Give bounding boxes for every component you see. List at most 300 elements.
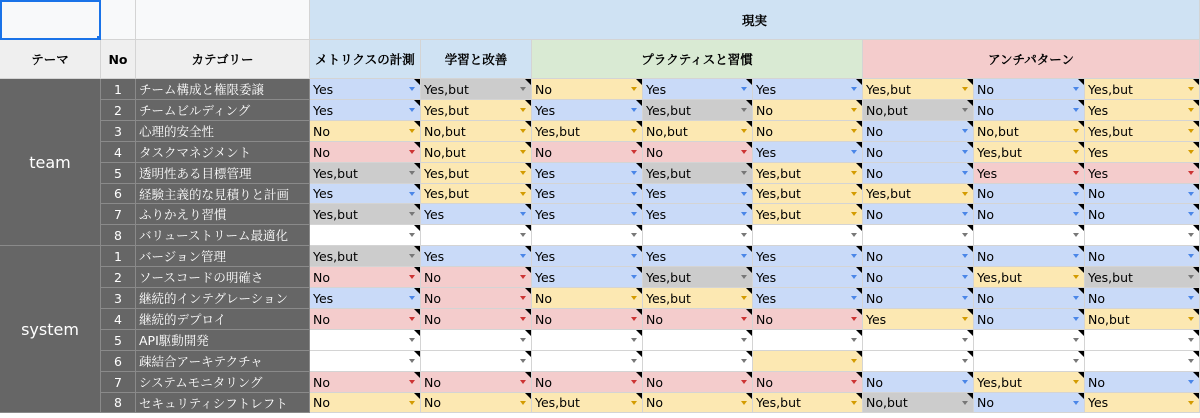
dropdown-arrow-icon[interactable] (741, 338, 747, 342)
dropdown-arrow-icon[interactable] (1188, 401, 1194, 405)
dropdown-arrow-icon[interactable] (520, 233, 526, 237)
dropdown-cell[interactable] (753, 288, 863, 309)
dropdown-arrow-icon[interactable] (741, 212, 747, 216)
blank-header-cell[interactable] (136, 0, 310, 40)
dropdown-cell[interactable] (643, 246, 753, 267)
dropdown-arrow-icon[interactable] (409, 254, 415, 258)
dropdown-cell[interactable] (310, 79, 421, 100)
dropdown-cell[interactable] (643, 163, 753, 184)
dropdown-cell[interactable] (421, 372, 532, 393)
dropdown-arrow-icon[interactable] (520, 87, 526, 91)
dropdown-cell[interactable] (421, 142, 532, 163)
dropdown-arrow-icon[interactable] (409, 296, 415, 300)
dropdown-arrow-icon[interactable] (1073, 275, 1079, 279)
dropdown-cell[interactable] (643, 372, 753, 393)
dropdown-cell[interactable] (532, 372, 643, 393)
dropdown-arrow-icon[interactable] (1188, 212, 1194, 216)
dropdown-arrow-icon[interactable] (409, 380, 415, 384)
row-number: 8 (101, 393, 136, 413)
dropdown-arrow-icon[interactable] (741, 87, 747, 91)
dropdown-arrow-icon[interactable] (409, 233, 415, 237)
dropdown-arrow-icon[interactable] (520, 338, 526, 342)
dropdown-cell[interactable] (310, 330, 421, 351)
dropdown-cell[interactable] (421, 246, 532, 267)
dropdown-arrow-icon[interactable] (631, 380, 637, 384)
dropdown-cell[interactable] (532, 225, 643, 246)
dropdown-arrow-icon[interactable] (520, 212, 526, 216)
dropdown-cell[interactable] (753, 100, 863, 121)
dropdown-arrow-icon[interactable] (851, 359, 857, 363)
dropdown-cell[interactable] (974, 309, 1085, 330)
dropdown-arrow-icon[interactable] (1073, 380, 1079, 384)
blank-header-cell[interactable] (101, 0, 136, 40)
dropdown-arrow-icon[interactable] (1073, 338, 1079, 342)
dropdown-arrow-icon[interactable] (741, 296, 747, 300)
dropdown-cell[interactable] (643, 142, 753, 163)
dropdown-arrow-icon[interactable] (851, 296, 857, 300)
dropdown-cell[interactable] (1085, 330, 1200, 351)
dropdown-arrow-icon[interactable] (409, 171, 415, 175)
dropdown-cell[interactable] (974, 393, 1085, 413)
dropdown-arrow-icon[interactable] (741, 192, 747, 196)
dropdown-arrow-icon[interactable] (962, 87, 968, 91)
dropdown-arrow-icon[interactable] (520, 296, 526, 300)
dropdown-cell[interactable] (974, 330, 1085, 351)
dropdown-arrow-icon[interactable] (631, 401, 637, 405)
note-indicator-icon (856, 372, 862, 378)
note-indicator-icon (525, 100, 531, 106)
note-indicator-icon (525, 309, 531, 315)
dropdown-arrow-icon[interactable] (741, 254, 747, 258)
dropdown-arrow-icon[interactable] (631, 108, 637, 112)
dropdown-arrow-icon[interactable] (631, 296, 637, 300)
dropdown-arrow-icon[interactable] (520, 401, 526, 405)
note-indicator-icon (856, 309, 862, 315)
dropdown-arrow-icon[interactable] (851, 129, 857, 133)
dropdown-arrow-icon[interactable] (1188, 296, 1194, 300)
dropdown-cell[interactable] (753, 79, 863, 100)
dropdown-arrow-icon[interactable] (1073, 108, 1079, 112)
dropdown-cell[interactable] (1085, 372, 1200, 393)
dropdown-arrow-icon[interactable] (520, 171, 526, 175)
dropdown-arrow-icon[interactable] (631, 359, 637, 363)
dropdown-cell[interactable] (421, 309, 532, 330)
dropdown-cell[interactable] (310, 393, 421, 413)
dropdown-cell[interactable] (643, 79, 753, 100)
dropdown-value: Yes,but (646, 290, 691, 306)
dropdown-arrow-icon[interactable] (631, 212, 637, 216)
dropdown-cell[interactable] (532, 184, 643, 204)
dropdown-arrow-icon[interactable] (1188, 192, 1194, 196)
dropdown-cell[interactable] (310, 100, 421, 121)
dropdown-cell[interactable] (421, 184, 532, 204)
dropdown-value: Yes,but (535, 395, 580, 410)
dropdown-arrow-icon[interactable] (741, 317, 747, 321)
dropdown-cell[interactable] (1085, 79, 1200, 100)
dropdown-cell[interactable] (310, 309, 421, 330)
dropdown-cell[interactable] (863, 121, 974, 142)
dropdown-arrow-icon[interactable] (1188, 150, 1194, 154)
dropdown-arrow-icon[interactable] (962, 338, 968, 342)
dropdown-cell[interactable] (310, 142, 421, 163)
dropdown-cell[interactable] (974, 79, 1085, 100)
dropdown-cell[interactable] (643, 121, 753, 142)
dropdown-arrow-icon[interactable] (962, 359, 968, 363)
dropdown-arrow-icon[interactable] (962, 254, 968, 258)
dropdown-arrow-icon[interactable] (962, 275, 968, 279)
dropdown-cell[interactable] (1085, 100, 1200, 121)
dropdown-arrow-icon[interactable] (631, 171, 637, 175)
dropdown-cell[interactable] (1085, 163, 1200, 184)
dropdown-cell[interactable] (1085, 142, 1200, 163)
dropdown-arrow-icon[interactable] (962, 401, 968, 405)
dropdown-arrow-icon[interactable] (409, 87, 415, 91)
dropdown-cell[interactable] (974, 100, 1085, 121)
dropdown-cell[interactable] (753, 267, 863, 288)
note-indicator-icon (1193, 184, 1199, 190)
dropdown-cell[interactable] (532, 351, 643, 372)
dropdown-arrow-icon[interactable] (631, 338, 637, 342)
dropdown-arrow-icon[interactable] (962, 296, 968, 300)
note-indicator-icon (636, 330, 642, 336)
dropdown-cell[interactable] (532, 204, 643, 225)
dropdown-cell[interactable] (310, 267, 421, 288)
dropdown-cell[interactable] (643, 330, 753, 351)
dropdown-arrow-icon[interactable] (1073, 212, 1079, 216)
dropdown-cell[interactable] (532, 393, 643, 413)
dropdown-cell[interactable] (421, 121, 532, 142)
dropdown-arrow-icon[interactable] (1188, 317, 1194, 321)
dropdown-cell[interactable] (421, 267, 532, 288)
dropdown-arrow-icon[interactable] (409, 338, 415, 342)
dropdown-arrow-icon[interactable] (962, 317, 968, 321)
dropdown-cell[interactable] (643, 225, 753, 246)
dropdown-arrow-icon[interactable] (1188, 380, 1194, 384)
dropdown-cell[interactable] (643, 184, 753, 204)
dropdown-arrow-icon[interactable] (409, 108, 415, 112)
dropdown-arrow-icon[interactable] (1188, 87, 1194, 91)
dropdown-arrow-icon[interactable] (962, 108, 968, 112)
dropdown-cell[interactable] (974, 121, 1085, 142)
dropdown-arrow-icon[interactable] (1073, 401, 1079, 405)
note-indicator-icon (414, 225, 420, 231)
dropdown-arrow-icon[interactable] (409, 317, 415, 321)
dropdown-cell[interactable] (421, 100, 532, 121)
dropdown-cell[interactable] (753, 393, 863, 413)
dropdown-arrow-icon[interactable] (962, 129, 968, 133)
note-indicator-icon (636, 79, 642, 85)
dropdown-cell[interactable] (863, 309, 974, 330)
dropdown-value: No (646, 374, 663, 390)
dropdown-cell[interactable] (310, 351, 421, 372)
dropdown-arrow-icon[interactable] (962, 150, 968, 154)
dropdown-cell[interactable] (974, 351, 1085, 372)
dropdown-arrow-icon[interactable] (520, 254, 526, 258)
dropdown-value: Yes,but (313, 206, 358, 222)
dropdown-cell[interactable] (753, 121, 863, 142)
dropdown-arrow-icon[interactable] (520, 108, 526, 112)
dropdown-cell[interactable] (1085, 246, 1200, 267)
dropdown-cell[interactable] (974, 372, 1085, 393)
dropdown-cell[interactable] (532, 163, 643, 184)
dropdown-value: Yes (646, 81, 667, 97)
dropdown-arrow-icon[interactable] (1188, 359, 1194, 363)
dropdown-cell[interactable] (421, 288, 532, 309)
dropdown-cell[interactable] (863, 267, 974, 288)
dropdown-arrow-icon[interactable] (520, 275, 526, 279)
dropdown-cell[interactable] (863, 225, 974, 246)
dropdown-arrow-icon[interactable] (741, 275, 747, 279)
note-indicator-icon (636, 163, 642, 169)
dropdown-arrow-icon[interactable] (851, 380, 857, 384)
dropdown-arrow-icon[interactable] (1073, 233, 1079, 237)
dropdown-arrow-icon[interactable] (851, 108, 857, 112)
dropdown-arrow-icon[interactable] (851, 275, 857, 279)
dropdown-arrow-icon[interactable] (962, 212, 968, 216)
dropdown-cell[interactable] (974, 163, 1085, 184)
note-indicator-icon (746, 246, 752, 252)
dropdown-arrow-icon[interactable] (520, 129, 526, 133)
category-label: 疎結合アーキテクチャ (136, 351, 310, 372)
note-indicator-icon (525, 163, 531, 169)
dropdown-cell[interactable] (532, 330, 643, 351)
dropdown-arrow-icon[interactable] (631, 275, 637, 279)
dropdown-value: Yes (535, 269, 556, 285)
dropdown-arrow-icon[interactable] (1073, 317, 1079, 321)
dropdown-arrow-icon[interactable] (409, 192, 415, 196)
dropdown-value: Yes,but (313, 248, 358, 264)
dropdown-arrow-icon[interactable] (1188, 338, 1194, 342)
dropdown-cell[interactable] (310, 288, 421, 309)
dropdown-cell[interactable] (532, 267, 643, 288)
dropdown-arrow-icon[interactable] (962, 380, 968, 384)
dropdown-cell[interactable] (974, 246, 1085, 267)
dropdown-cell[interactable] (532, 121, 643, 142)
dropdown-arrow-icon[interactable] (962, 192, 968, 196)
note-indicator-icon (746, 288, 752, 294)
dropdown-cell[interactable] (1085, 225, 1200, 246)
dropdown-cell[interactable] (532, 288, 643, 309)
dropdown-cell[interactable] (310, 121, 421, 142)
dropdown-cell[interactable] (421, 204, 532, 225)
dropdown-arrow-icon[interactable] (962, 233, 968, 237)
dropdown-cell[interactable] (753, 372, 863, 393)
dropdown-arrow-icon[interactable] (851, 338, 857, 342)
dropdown-cell[interactable] (310, 184, 421, 204)
dropdown-cell[interactable] (974, 225, 1085, 246)
dropdown-cell[interactable] (643, 267, 753, 288)
dropdown-cell[interactable] (753, 204, 863, 225)
dropdown-arrow-icon[interactable] (741, 150, 747, 154)
dropdown-cell[interactable] (863, 142, 974, 163)
dropdown-value: No (646, 144, 663, 160)
dropdown-arrow-icon[interactable] (520, 192, 526, 196)
dropdown-arrow-icon[interactable] (1073, 254, 1079, 258)
dropdown-arrow-icon[interactable] (851, 171, 857, 175)
dropdown-cell[interactable] (1085, 393, 1200, 413)
dropdown-arrow-icon[interactable] (741, 401, 747, 405)
dropdown-arrow-icon[interactable] (741, 380, 747, 384)
row-number: 3 (101, 121, 136, 142)
dropdown-arrow-icon[interactable] (520, 317, 526, 321)
note-indicator-icon (414, 121, 420, 127)
dropdown-arrow-icon[interactable] (409, 129, 415, 133)
dropdown-cell[interactable] (1085, 288, 1200, 309)
dropdown-arrow-icon[interactable] (409, 401, 415, 405)
dropdown-arrow-icon[interactable] (851, 233, 857, 237)
dropdown-cell[interactable] (643, 288, 753, 309)
dropdown-arrow-icon[interactable] (851, 192, 857, 196)
note-indicator-icon (1078, 309, 1084, 315)
note-indicator-icon (414, 288, 420, 294)
dropdown-arrow-icon[interactable] (520, 380, 526, 384)
dropdown-arrow-icon[interactable] (1073, 87, 1079, 91)
dropdown-arrow-icon[interactable] (1188, 275, 1194, 279)
dropdown-cell[interactable] (532, 246, 643, 267)
dropdown-cell[interactable] (863, 79, 974, 100)
dropdown-arrow-icon[interactable] (1073, 129, 1079, 133)
dropdown-arrow-icon[interactable] (741, 171, 747, 175)
note-indicator-icon (746, 393, 752, 399)
dropdown-cell[interactable] (421, 163, 532, 184)
dropdown-cell[interactable] (1085, 121, 1200, 142)
dropdown-cell[interactable] (863, 100, 974, 121)
dropdown-cell[interactable] (863, 204, 974, 225)
dropdown-arrow-icon[interactable] (631, 192, 637, 196)
dropdown-arrow-icon[interactable] (851, 212, 857, 216)
dropdown-arrow-icon[interactable] (1073, 150, 1079, 154)
dropdown-cell[interactable] (310, 225, 421, 246)
dropdown-cell[interactable] (310, 204, 421, 225)
dropdown-arrow-icon[interactable] (851, 150, 857, 154)
dropdown-arrow-icon[interactable] (1188, 254, 1194, 258)
dropdown-arrow-icon[interactable] (1188, 108, 1194, 112)
dropdown-cell[interactable] (421, 393, 532, 413)
dropdown-cell[interactable] (421, 351, 532, 372)
dropdown-cell[interactable] (974, 204, 1085, 225)
dropdown-arrow-icon[interactable] (1073, 296, 1079, 300)
dropdown-arrow-icon[interactable] (1188, 171, 1194, 175)
note-indicator-icon (525, 184, 531, 190)
dropdown-arrow-icon[interactable] (631, 129, 637, 133)
dropdown-cell[interactable] (753, 184, 863, 204)
dropdown-cell[interactable] (974, 184, 1085, 204)
dropdown-cell[interactable] (1085, 184, 1200, 204)
dropdown-value: No,but (424, 144, 466, 160)
dropdown-cell[interactable] (753, 351, 863, 372)
dropdown-cell[interactable] (310, 163, 421, 184)
dropdown-arrow-icon[interactable] (631, 233, 637, 237)
dropdown-arrow-icon[interactable] (741, 359, 747, 363)
dropdown-cell[interactable] (753, 163, 863, 184)
note-indicator-icon (856, 100, 862, 106)
dropdown-cell[interactable] (643, 309, 753, 330)
dropdown-cell[interactable] (974, 267, 1085, 288)
dropdown-cell[interactable] (863, 393, 974, 413)
dropdown-cell[interactable] (863, 372, 974, 393)
dropdown-cell[interactable] (753, 225, 863, 246)
dropdown-cell[interactable] (1085, 204, 1200, 225)
category-label: バージョン管理 (136, 246, 310, 267)
dropdown-cell[interactable] (310, 246, 421, 267)
dropdown-cell[interactable] (753, 142, 863, 163)
dropdown-arrow-icon[interactable] (1073, 192, 1079, 196)
dropdown-arrow-icon[interactable] (1188, 233, 1194, 237)
dropdown-arrow-icon[interactable] (1073, 171, 1079, 175)
dropdown-cell[interactable] (863, 184, 974, 204)
dropdown-cell[interactable] (532, 100, 643, 121)
dropdown-arrow-icon[interactable] (851, 254, 857, 258)
dropdown-value: No (1088, 206, 1105, 222)
category-label: 経験主義的な見積りと計画 (136, 184, 310, 204)
dropdown-arrow-icon[interactable] (409, 359, 415, 363)
dropdown-cell[interactable] (863, 163, 974, 184)
dropdown-value: Yes (977, 165, 998, 181)
note-indicator-icon (1193, 79, 1199, 85)
dropdown-arrow-icon[interactable] (631, 87, 637, 91)
dropdown-value: Yes (866, 311, 887, 327)
dropdown-arrow-icon[interactable] (1073, 359, 1079, 363)
dropdown-cell[interactable] (532, 142, 643, 163)
note-indicator-icon (967, 267, 973, 273)
dropdown-cell[interactable] (643, 351, 753, 372)
column-header-category: カテゴリー (136, 40, 310, 79)
dropdown-cell[interactable] (1085, 267, 1200, 288)
dropdown-arrow-icon[interactable] (631, 317, 637, 321)
dropdown-cell[interactable] (863, 288, 974, 309)
dropdown-cell[interactable] (1085, 309, 1200, 330)
dropdown-arrow-icon[interactable] (409, 275, 415, 279)
dropdown-cell[interactable] (643, 393, 753, 413)
dropdown-arrow-icon[interactable] (631, 254, 637, 258)
dropdown-cell[interactable] (974, 142, 1085, 163)
dropdown-cell[interactable] (532, 309, 643, 330)
dropdown-arrow-icon[interactable] (741, 233, 747, 237)
dropdown-cell[interactable] (421, 330, 532, 351)
dropdown-arrow-icon[interactable] (851, 401, 857, 405)
dropdown-cell[interactable] (753, 309, 863, 330)
dropdown-cell[interactable] (421, 79, 532, 100)
dropdown-cell[interactable] (532, 79, 643, 100)
dropdown-cell[interactable] (863, 351, 974, 372)
dropdown-arrow-icon[interactable] (520, 359, 526, 363)
dropdown-cell[interactable] (1085, 351, 1200, 372)
dropdown-cell[interactable] (863, 330, 974, 351)
dropdown-arrow-icon[interactable] (741, 108, 747, 112)
dropdown-arrow-icon[interactable] (851, 87, 857, 91)
dropdown-arrow-icon[interactable] (1188, 129, 1194, 133)
dropdown-arrow-icon[interactable] (631, 150, 637, 154)
dropdown-cell[interactable] (310, 372, 421, 393)
dropdown-arrow-icon[interactable] (409, 150, 415, 154)
note-indicator-icon (525, 393, 531, 399)
dropdown-cell[interactable] (974, 288, 1085, 309)
dropdown-cell[interactable] (753, 246, 863, 267)
row-number: 2 (101, 100, 136, 121)
note-indicator-icon (1078, 393, 1084, 399)
dropdown-cell[interactable] (863, 246, 974, 267)
dropdown-cell[interactable] (643, 100, 753, 121)
dropdown-cell[interactable] (421, 225, 532, 246)
dropdown-value: Yes,but (1088, 269, 1133, 285)
dropdown-arrow-icon[interactable] (851, 317, 857, 321)
dropdown-arrow-icon[interactable] (741, 129, 747, 133)
dropdown-arrow-icon[interactable] (962, 171, 968, 175)
dropdown-arrow-icon[interactable] (409, 212, 415, 216)
dropdown-cell[interactable] (753, 330, 863, 351)
dropdown-cell[interactable] (643, 204, 753, 225)
dropdown-arrow-icon[interactable] (520, 150, 526, 154)
